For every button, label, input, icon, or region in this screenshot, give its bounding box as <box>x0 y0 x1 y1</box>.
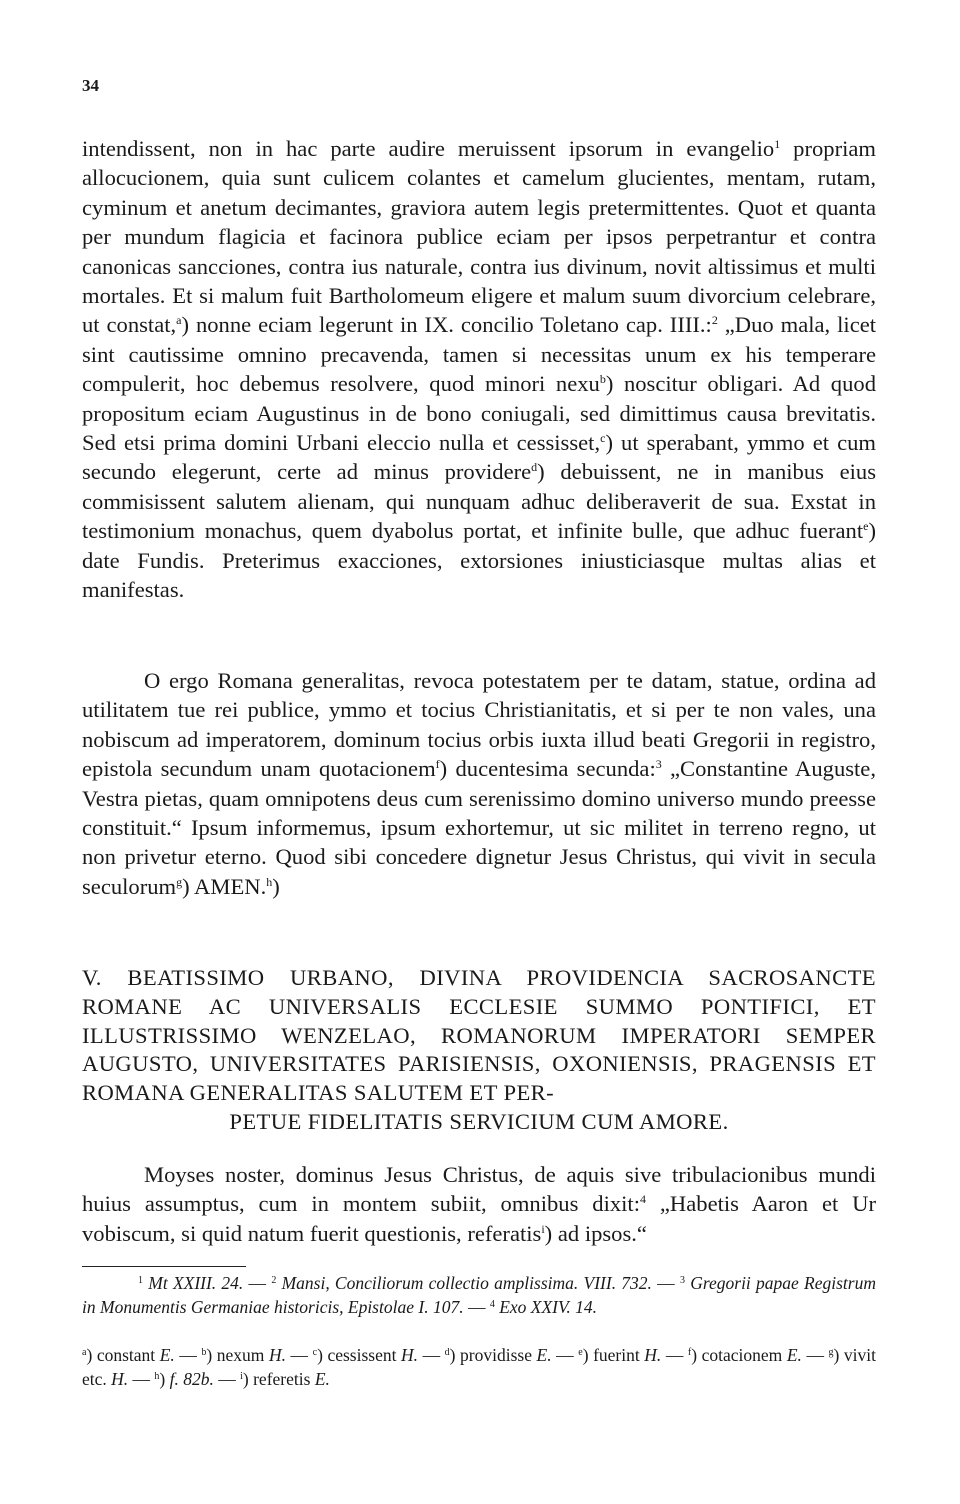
footnotes-block <box>82 1272 876 1319</box>
variant-text: ) providisse <box>449 1345 537 1365</box>
variant-text: ) referetis <box>242 1368 315 1389</box>
variant-mark: a <box>82 1347 87 1358</box>
footnote-number: 1 <box>138 1275 143 1286</box>
variant-mark: d <box>444 1347 450 1358</box>
variant-source: E. <box>314 1368 330 1389</box>
footnote-divider <box>82 1266 246 1267</box>
text-run: ) ad ipsos.“ <box>544 1220 647 1246</box>
variant-separator: — <box>551 1345 579 1365</box>
variant-ref: g <box>176 874 183 889</box>
variant-separator: — <box>418 1345 445 1365</box>
variant-mark: c <box>312 1347 318 1358</box>
variant-mark: i <box>240 1370 243 1382</box>
text-run: Moyses noster, dominus Jesus Christus, de aquis sive tribulacionibus mundi huius assumptus, cum in montem subiit, omnibus dixit: <box>82 1162 876 1217</box>
text-run: „Habetis Aaron et Ur vobiscum, si quid natum fuerit questionis, referatis <box>82 1191 877 1246</box>
variant-separator: — <box>801 1345 829 1365</box>
variant-source: E. <box>786 1345 802 1365</box>
heading-main: V. BEATISSIMO URBANO, DIVINA PROVIDENCIA SACROSANCTE ROMANE AC UNIVERSALIS ECCLESIE SUMMO PONTIFICI, ET ILLUSTRISSIMO WENZELAO, ROMANORUM IMPERATORI SEMPER AUGUSTO, UNIVERSITATES PARISIENSIS, OXONIENSIS, PRAGENSIS ET ROMANA GENERALITAS SALUTEM ET PER- <box>82 965 876 1106</box>
footnote-number: 4 <box>489 1298 495 1310</box>
footnote-text: Exo XXIV. 14. <box>499 1296 598 1317</box>
text-run: ) <box>272 873 280 899</box>
footnote-text: Mansi, Conciliorum collectio amplissima. VIII. 732. <box>281 1273 652 1293</box>
text-run: O ergo Romana generalitas, revoca potestatem per te datam, statue, ordina ad utilitatem tue rei publice, ymmo et tocius Christianitatis, et si per te non vales, una nobiscum ad imperatorem, dominum tocius orbis iuxta illud beati Gregorii in registro, epistola secundum unam quotacionem <box>82 668 876 782</box>
variant-source: f. 82b. <box>169 1368 214 1389</box>
heading-last-line: PETUE FIDELITATIS SERVICIUM CUM AMORE. <box>229 1108 729 1134</box>
variant-mark: h <box>154 1370 160 1382</box>
variant-text: ) constant <box>86 1345 160 1365</box>
text-run: „Constantine Auguste, Vestra pietas, quam omnipotens deus cum serenissimo domino universo mundo preesse constituit.“ Ipsum informemus, ipsum exhortemur, ut sic militet in terreno regno, ut non privetur eterno. Quod sibi concedere dignetur Jesus Christus, qui vivit in secula seculorum <box>82 756 876 899</box>
variant-mark: e <box>578 1347 583 1358</box>
variant-mark: g <box>828 1347 834 1358</box>
footnote-separator: — <box>651 1273 680 1293</box>
variant-ref: d <box>531 460 538 475</box>
variant-ref: e <box>863 519 869 534</box>
text-run: „Duo mala, licet sint cautissime omnino precavenda, tamen si necessitas unum ex his temperare compulerit, hoc debemus resolvere, quod minori nexu <box>82 312 877 397</box>
variant-separator: — <box>128 1368 155 1389</box>
footnote-text: Gregorii papae Registrum in Monumentis Germaniae historicis, Epistolae I. 107. <box>82 1273 876 1317</box>
text-run: intendissent, non in hac parte audire meruissent ipsorum in evangelio <box>82 136 775 161</box>
variant-source: E. <box>536 1345 552 1365</box>
text-run: ) ut sperabant, ymmo et cum secundo elegerunt, certe ad minus providere <box>82 430 876 485</box>
section-heading <box>82 964 876 1137</box>
variant-text: ) fuerint <box>582 1345 645 1365</box>
footnote-ref: 1 <box>774 137 781 151</box>
footnote-separator: — <box>463 1296 490 1317</box>
variant-text: ) nexum <box>206 1345 269 1365</box>
body-paragraph-3 <box>82 1160 876 1248</box>
page-number: 34 <box>82 76 99 95</box>
footnote-ref: 2 <box>711 313 718 328</box>
variant-text: ) cessissent <box>317 1345 402 1365</box>
variant-ref: a <box>176 313 182 328</box>
variant-text: ) vivit etc. <box>82 1345 876 1389</box>
variant-separator: — <box>213 1368 241 1389</box>
body-paragraph-2 <box>82 666 876 901</box>
footnote-ref: 4 <box>640 1192 646 1207</box>
text-run: ) ducentesima secunda: <box>439 756 656 782</box>
variant-ref: f <box>435 757 440 772</box>
text-run: ) AMEN. <box>182 873 267 899</box>
variant-separator: — <box>661 1345 688 1365</box>
variant-source: H. <box>268 1345 286 1365</box>
variant-text: ) <box>159 1368 170 1389</box>
text-run: ) date Fundis. Preterimus exacciones, extorsiones iniusticiasque multas alias et manifestas. <box>82 518 876 603</box>
text-run: propriam allocucionem, quia sunt culicem colantes et camelum glucientes, mentam, rutam, cyminum et anetum decimantes, graviora autem legis pretermittentes. Quot et quanta per mundum flagicia et facinora publice eciam per ipsos perpetrantur et contra canonicas sancciones, contra ius naturale, contra ius divinum, novit altissimus et multi mortales. Et si malum fuit Bartholomeum eligere et malum suum divorcium celebrare, ut constat, <box>82 136 877 338</box>
variant-source: H. <box>644 1345 662 1365</box>
variant-source: H. <box>401 1345 419 1365</box>
variant-source: E. <box>159 1345 175 1365</box>
variant-ref: c <box>600 431 606 446</box>
variant-ref: i <box>541 1221 545 1236</box>
variant-source: H. <box>111 1368 129 1389</box>
variant-separator: — <box>286 1345 313 1365</box>
text-run: ) debuissent, ne in manibus eius commisissent salutem alienam, qui nunquam adhuc deliberaverit de sua. Exstat in testimonium monachus, quem dyabolus portat, et infinite bulle, que adhuc fuerant <box>82 459 876 544</box>
footnote-text: Mt XXIII. 24. <box>148 1273 244 1293</box>
body-paragraph-1 <box>82 134 876 605</box>
variant-separator: — <box>174 1345 202 1365</box>
variant-ref: h <box>266 874 273 889</box>
text-run: ) noscitur obligari. Ad quod propositum eciam Augustinus in de bono coniugali, sed dimittimus causa brevitatis. Sed etsi prima domini Urbani eleccio nulla et cessisset, <box>82 371 876 456</box>
footnote-number: 2 <box>271 1275 277 1286</box>
footnote-number: 3 <box>679 1275 685 1286</box>
variant-mark: f <box>687 1347 692 1358</box>
variant-ref: b <box>599 372 606 387</box>
text-run: ) nonne eciam legerunt in IX. concilio Toletano cap. IIII.: <box>181 312 712 338</box>
variant-text: ) cotacionem <box>691 1345 787 1365</box>
variant-mark: b <box>201 1347 207 1358</box>
footnote-ref: 3 <box>655 757 662 772</box>
footnote-separator: — <box>243 1273 272 1293</box>
variants-block <box>82 1344 876 1391</box>
